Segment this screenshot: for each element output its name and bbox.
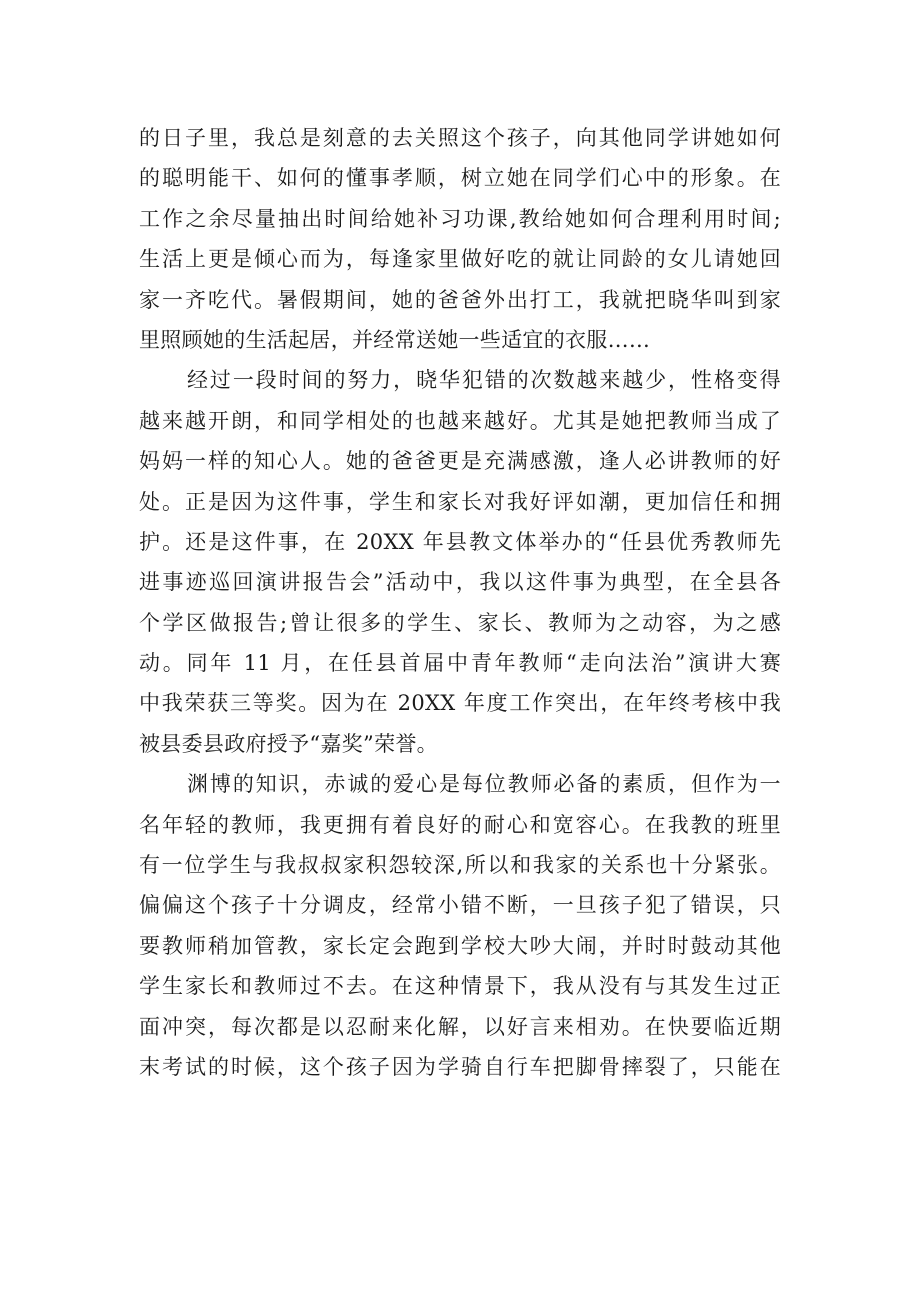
paragraph-1	[139, 118, 781, 360]
text-line: 的聪明能干、如何的懂事孝顺，树立她在同学们心中的形象。在	[139, 166, 781, 191]
text-line: 家一齐吃代。暑假期间，她的爸爸外出打工，我就把晓华叫到家	[139, 287, 781, 312]
text-line: 里照顾她的生活起居，并经常送她一些适宜的衣服……	[139, 327, 651, 352]
text-line: 中我荣获三等奖。因为在 20XX 年度工作突出，在年终考核中我	[139, 691, 781, 716]
text-line: 要教师稍加管教，家长定会跑到学校大吵大闹，并时时鼓动其他	[139, 933, 781, 958]
text-line: 生活上更是倾心而为，每逢家里做好吃的就让同龄的女儿请她回	[139, 247, 781, 272]
text-line: 末考试的时候，这个孩子因为学骑自行车把脚骨摔裂了，只能在	[139, 1054, 781, 1079]
text-line: 越来越开朗，和同学相处的也越来越好。尤其是她把教师当成了	[139, 408, 781, 433]
text-line: 学生家长和教师过不去。在这种情景下，我从没有与其发生过正	[139, 974, 781, 999]
text-line: 处。正是因为这件事，学生和家长对我好评如潮，更加信任和拥	[139, 489, 781, 514]
paragraph-3	[139, 764, 781, 1087]
text-line: 有一位学生与我叔叔家积怨较深,所以和我家的关系也十分紧张。	[139, 853, 781, 878]
text-line: 经过一段时间的努力，晓华犯错的次数越来越少，性格变得	[187, 368, 781, 393]
text-line: 动。同年 11 月，在任县首届中青年教师“走向法治”演讲大赛	[139, 651, 781, 676]
text-line: 名年轻的教师，我更拥有着良好的耐心和宽容心。在我教的班里	[139, 812, 781, 837]
text-line: 偏偏这个孩子十分调皮，经常小错不断，一旦孩子犯了错误，只	[139, 893, 781, 918]
text-line: 个学区做报告;曾让很多的学生、家长、教师为之动容，为之感	[139, 610, 781, 635]
text-line: 被县委县政府授予“嘉奖”荣誉。	[139, 731, 438, 756]
text-line: 面冲突，每次都是以忍耐来化解，以好言来相劝。在快要临近期	[139, 1014, 781, 1039]
document-body	[139, 118, 781, 1087]
text-line: 工作之余尽量抽出时间给她补习功课,教给她如何合理利用时间;	[139, 206, 781, 231]
paragraph-2	[139, 360, 781, 764]
text-line: 渊博的知识，赤诚的爱心是每位教师必备的素质，但作为一	[187, 772, 781, 797]
text-line: 妈妈一样的知心人。她的爸爸更是充满感激，逢人必讲教师的好	[139, 449, 781, 474]
text-line: 的日子里，我总是刻意的去关照这个孩子，向其他同学讲她如何	[139, 126, 781, 150]
text-line: 护。还是这件事，在 20XX 年县教文体举办的“任县优秀教师先	[139, 529, 781, 554]
text-line: 进事迹巡回演讲报告会”活动中，我以这件事为典型，在全县各	[139, 570, 781, 595]
